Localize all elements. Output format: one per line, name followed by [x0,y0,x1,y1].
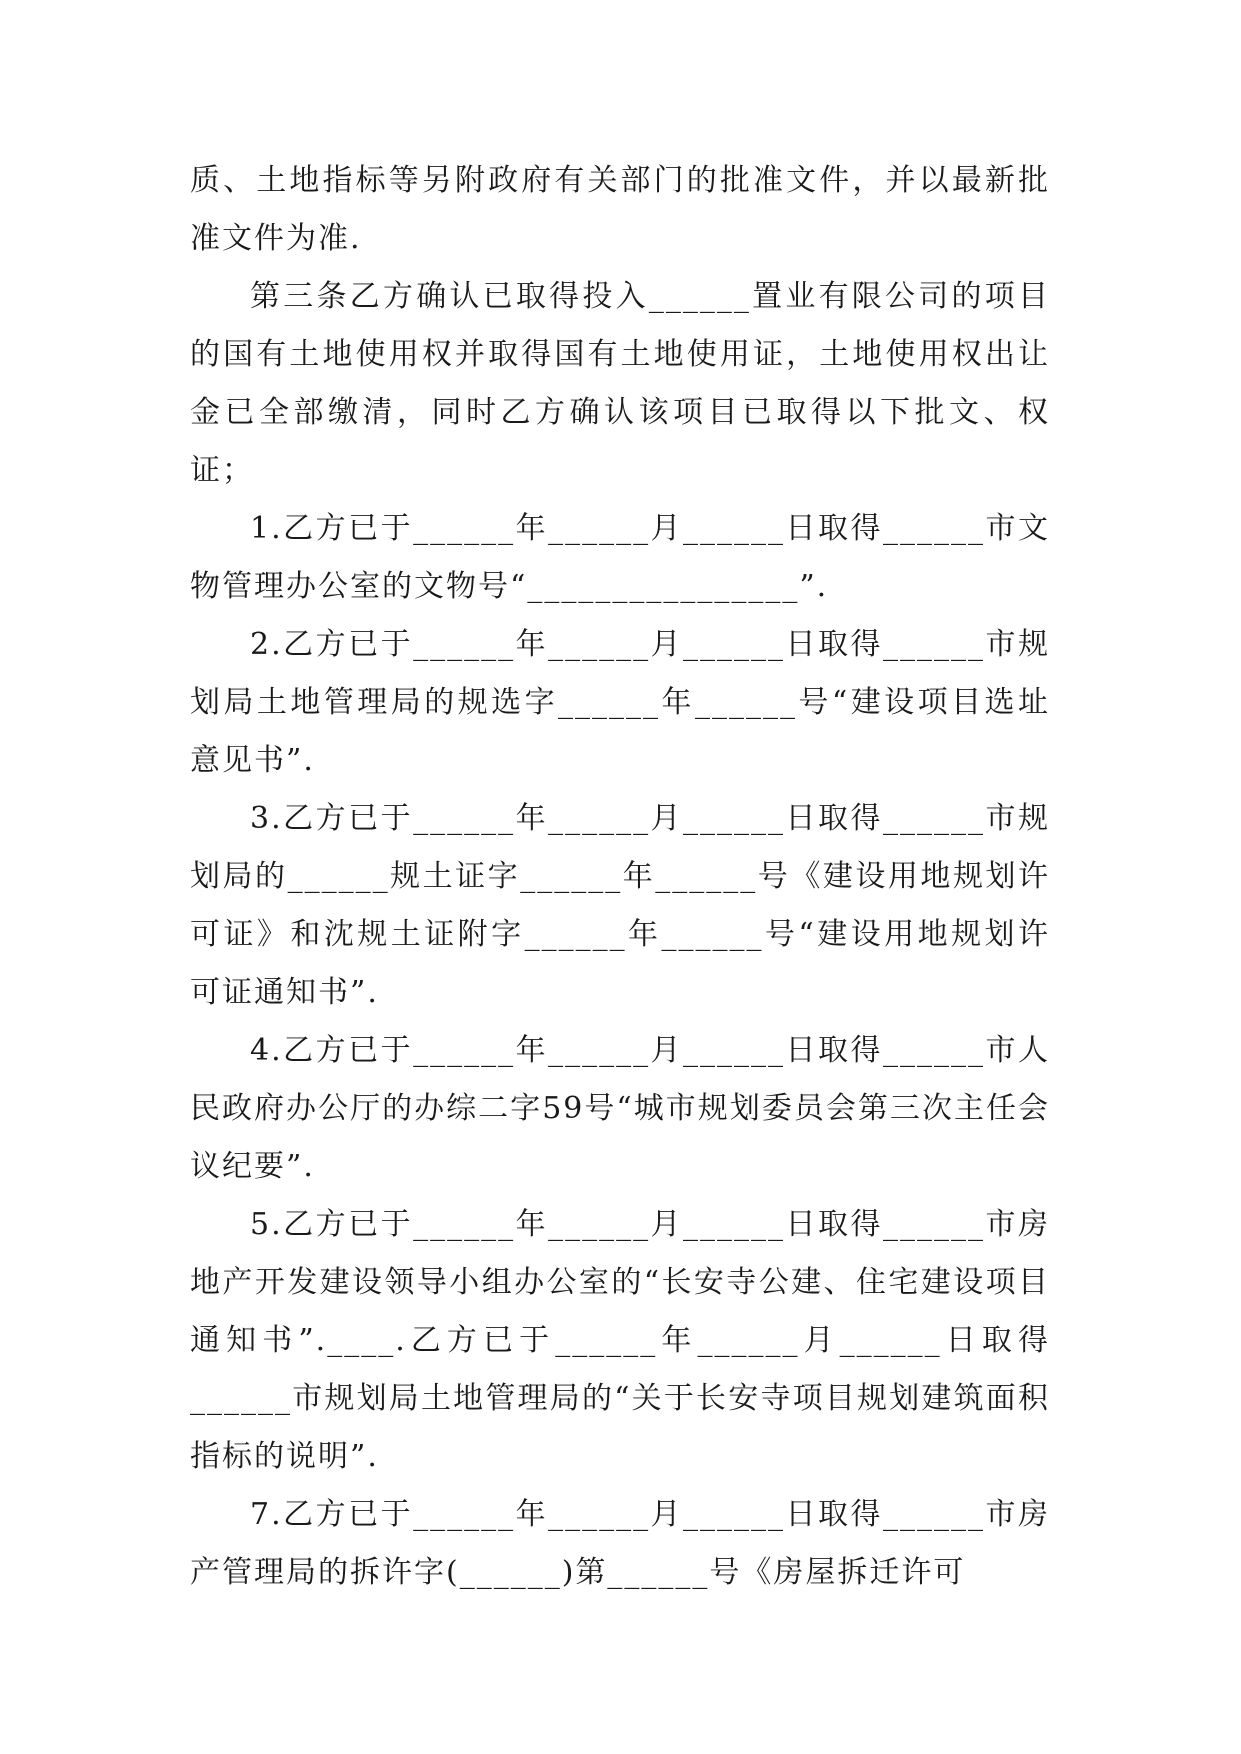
paragraph-item-5: 5.乙方已于______年______月______日取得______市房地产开发建设领导小组办公室的“长安寺公建、住宅建设项目通知书”.____.乙方已于______年______月______日取得______市规划局土地管理局的“关于长安寺项目规划建筑面积指标的说明”. [190,1207,1050,1474]
paragraph-item-1: 1.乙方已于______年______月______日取得______市文物管理办公室的文物号“________________”. [190,511,1050,604]
paragraph-item-3: 3.乙方已于______年______月______日取得______市规划局的______规土证字______年______号《建设用地规划许可证》和沈规土证附字______年______号“建设用地规划许可证通知书”. [190,801,1050,1010]
paragraph-article-3: 第三条乙方确认已取得投入______置业有限公司的项目的国有土地使用权并取得国有土地使用证，土地使用权出让金已全部缴清，同时乙方确认该项目已取得以下批文、权证； [190,279,1050,488]
paragraph-continuation: 质、土地指标等另附政府有关部门的批准文件，并以最新批准文件为准. [190,163,1050,256]
paragraph-item-4: 4.乙方已于______年______月______日取得______市人民政府办公厅的办综二字59号“城市规划委员会第三次主任会议纪要”. [190,1033,1050,1184]
document-body [190,152,1050,1602]
paragraph-item-2: 2.乙方已于______年______月______日取得______市规划局土地管理局的规选字______年______号“建设项目选址意见书”. [190,627,1050,778]
paragraph-item-7: 7.乙方已于______年______月______日取得______市房产管理局的拆许字(______)第______号《房屋拆迁许可 [190,1497,1050,1590]
